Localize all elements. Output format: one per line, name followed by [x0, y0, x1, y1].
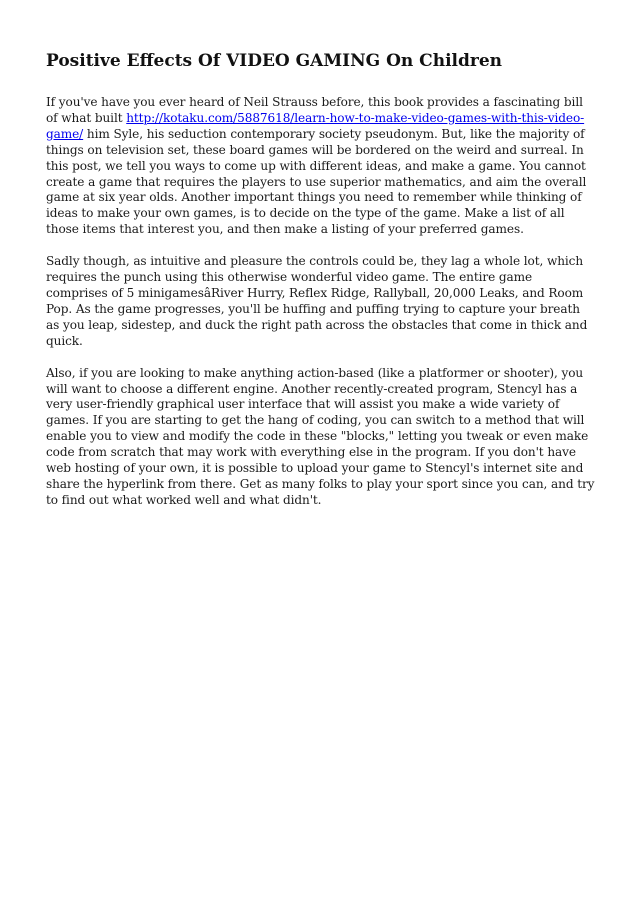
- kotaku-link[interactable]: http://kotaku.com/5887618/learn-how-to-make-video-games-with-this-video-game/: [46, 110, 585, 141]
- paragraph-3: Also, if you are looking to make anything action-based (like a platformer or shooter), you will want to choose a different engine. Another recently-created program, Stencyl has a very user-friendly graphical user interface that will assist you make a wide variety of games. If you are starting to get the hang of coding, you can switch to a method that will enable you to view and modify the code in these "blocks," letting you tweak or even make code from scratch that may work with everything else in the program. If you don't have web hosting of your own, it is possible to upload your game to Stencyl's internet site and share the hyperlink from there. Get as many folks to play your sport since you can, and try to find out what worked well and what didn't.: [46, 365, 595, 507]
- document-page: [46, 50, 596, 525]
- paragraph-1-text-start: If you've have you ever heard of Neil Strauss before, this book provides a fascinating bill of what built: [46, 95, 583, 125]
- paragraph-2: Sadly though, as intuitive and pleasure the controls could be, they lag a whole lot, which requires the punch using this otherwise wonderful video game. The entire game comprises of 5 minigamesâRiver Hurry, Reflex Ridge, Rallyball, 20,000 Leaks, and Room Pop. As the game progresses, you'll be huffing and puffing trying to capture your breath as you leap, sidestep, and duck the right path across the obstacles that come in thick and quick.: [46, 254, 588, 348]
- paragraph-1-text-end: him Syle, his seduction contemporary society pseudonym. But, like the majority of things on television set, these board games will be bordered on the weird and surreal. In this post, we tell you ways to come up with different ideas, and make a game. You cannot create a game that requires the players to use superior mathematics, and aim the overall game at six year olds. Another important things you need to remember while thinking of ideas to make your own games, is to decide on the type of the game. Make a list of all those items that interest you, and then make a listing of your preferred games.: [46, 126, 587, 237]
- document-title: Positive Effects Of VIDEO GAMING On Children: [46, 51, 503, 71]
- paragraph-1: [46, 95, 596, 238]
